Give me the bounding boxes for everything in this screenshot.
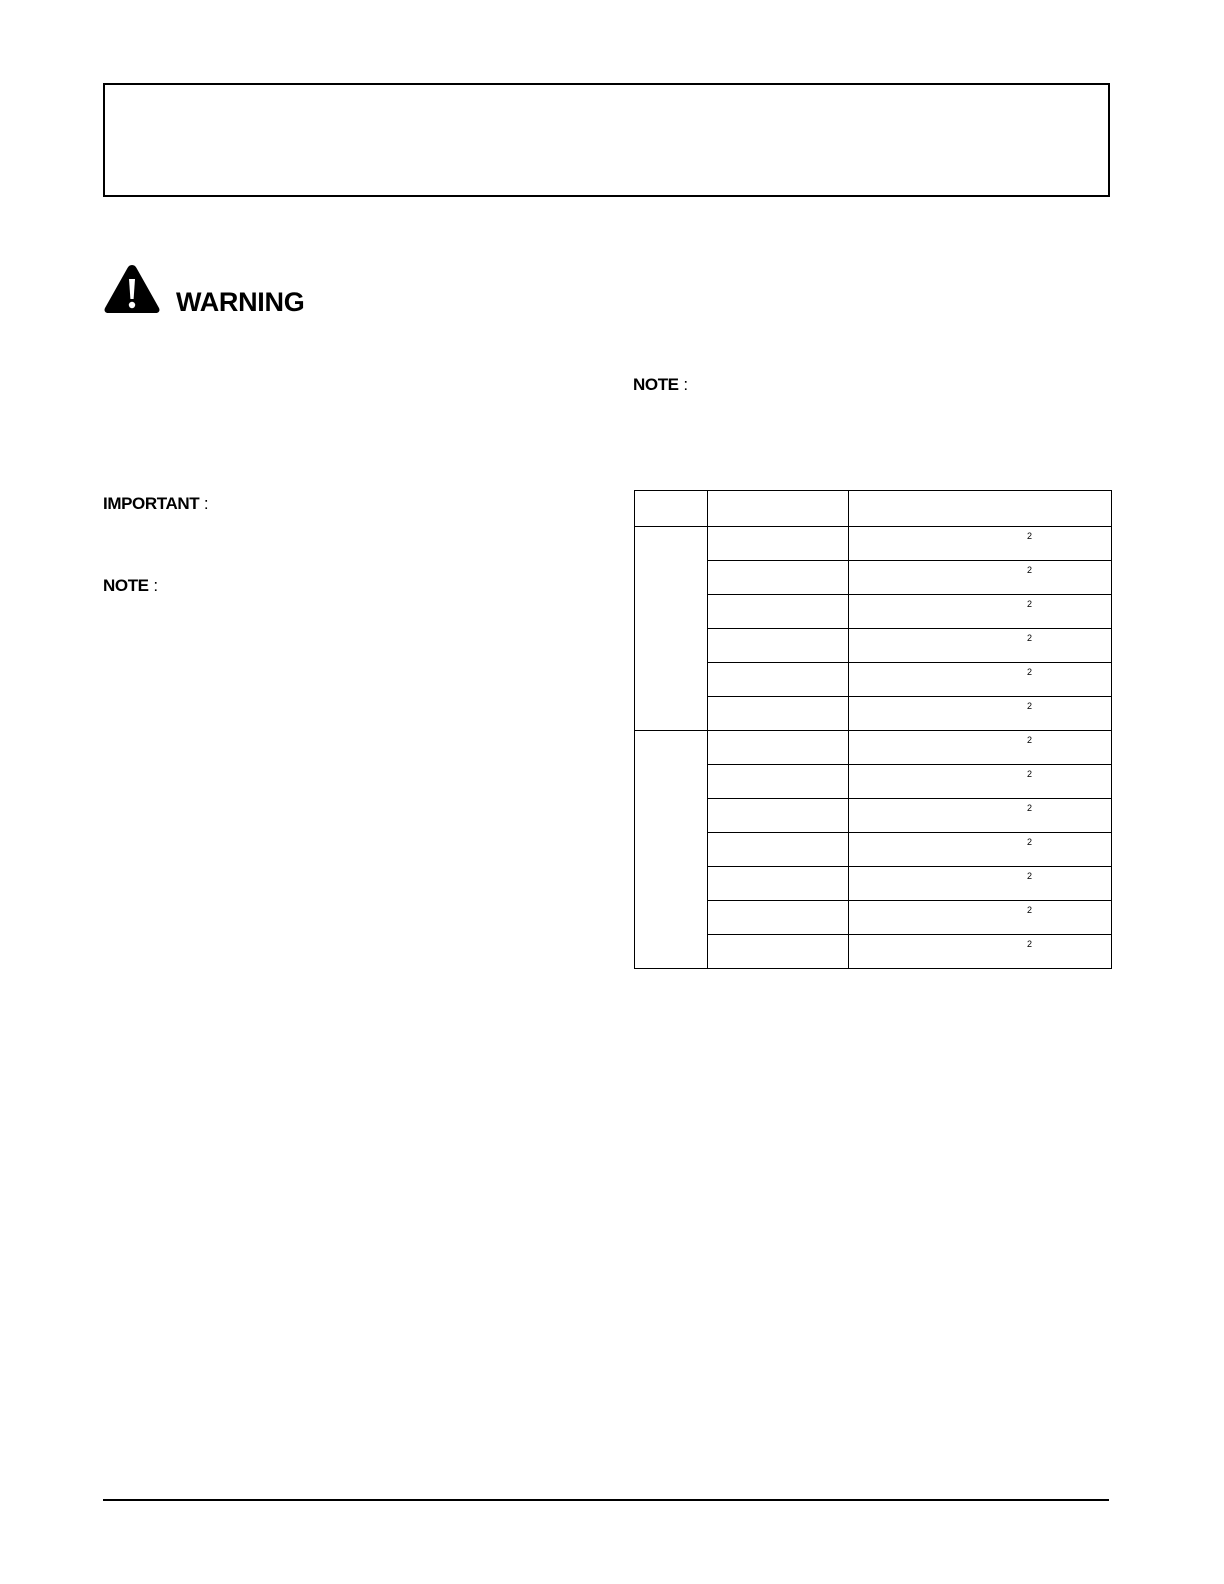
table-cell [849,833,1112,867]
table-cell [708,663,849,697]
table-cell [849,867,1112,901]
important-label-text: IMPORTANT [103,494,200,513]
table-cell [849,595,1112,629]
table-header-cell [849,491,1112,527]
table-cell [849,629,1112,663]
note-left-label [103,576,158,596]
superscript: 2 [1027,531,1033,541]
important-label [103,494,209,514]
superscript: 2 [1027,633,1033,643]
table-cell [708,867,849,901]
table-header-cell [708,491,849,527]
note-left-separator: : [148,576,159,595]
table-cell [849,697,1112,731]
table-row [635,731,1112,765]
warning-triangle-icon [103,263,161,315]
table-cell [708,561,849,595]
superscript: 2 [1027,701,1033,711]
table-cell [708,833,849,867]
table-cell [849,663,1112,697]
superscript: 2 [1027,905,1033,915]
group-label-cell [635,527,708,731]
table-cell [849,561,1112,595]
note-right-separator: : [678,375,689,394]
table-cell [708,595,849,629]
superscript: 2 [1027,803,1033,813]
superscript: 2 [1027,837,1033,847]
footer-rule [103,1499,1109,1501]
table-cell [708,765,849,799]
superscript: 2 [1027,667,1033,677]
superscript: 2 [1027,769,1033,779]
header-box [103,83,1110,197]
superscript: 2 [1027,599,1033,609]
table-cell [708,731,849,765]
superscript: 2 [1027,565,1033,575]
table-cell [849,901,1112,935]
table-row [635,527,1112,561]
warning-title: WARNING [176,287,305,317]
table-cell [849,765,1112,799]
table-header-cell [635,491,708,527]
superscript: 2 [1027,735,1033,745]
note-left-label-text: NOTE [103,576,149,595]
note-right-label-text: NOTE [633,375,679,394]
table-cell [708,629,849,663]
table-cell [849,799,1112,833]
table-cell [708,901,849,935]
table-cell [708,799,849,833]
superscript: 2 [1027,939,1033,949]
note-right-label [633,375,688,395]
table-cell [708,935,849,969]
important-separator: : [199,494,209,513]
table-cell [849,935,1112,969]
table-header-row [635,491,1112,527]
table-cell [708,697,849,731]
superscript: 2 [1027,871,1033,881]
spec-table [634,490,1112,969]
table-cell [849,731,1112,765]
table-cell [708,527,849,561]
group-label-cell [635,731,708,969]
table-cell [849,527,1112,561]
